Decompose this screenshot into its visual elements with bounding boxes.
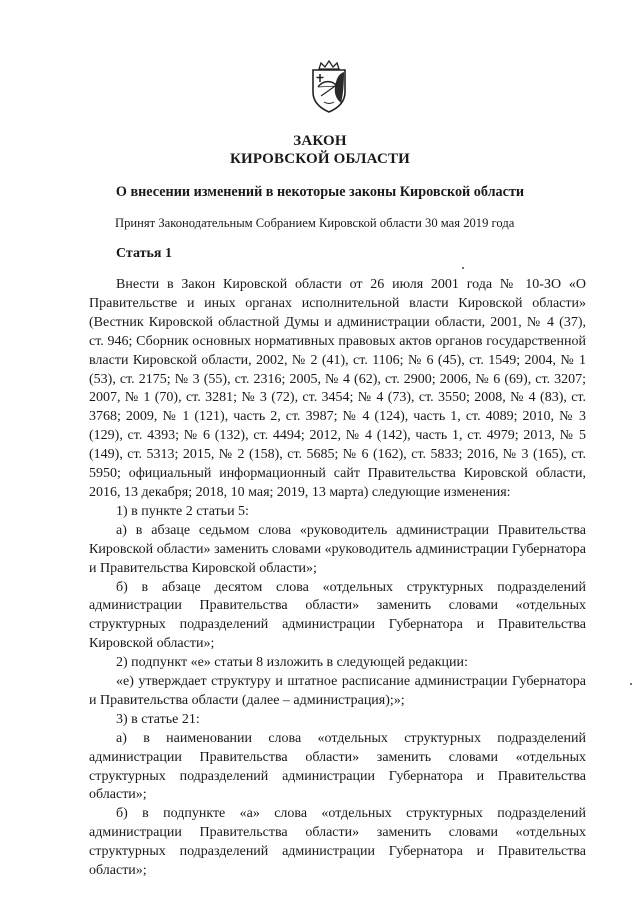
document-title-line2: КИРОВСКОЙ ОБЛАСТИ	[229, 151, 411, 167]
adoption-note: Принят Законодательным Собранием Кировской области 30 мая 2019 года	[115, 216, 515, 230]
document-subject: О внесении изменений в некоторые законы Кировской области	[115, 184, 525, 200]
paragraph-item-2: 2) подпункт «е» статьи 8 изложить в следующей редакции:	[116, 655, 468, 671]
scan-speck	[462, 267, 464, 269]
paragraph-item-3b: б) в подпункте «а» слова «отдельных структурных подразделений администрации Правительства области» заменить словами «отдельных структурных подразделений администрации Губернатора и Правительства области»;	[89, 806, 586, 879]
kirov-region-coat-of-arms-icon	[308, 60, 350, 114]
article-body	[89, 276, 586, 881]
article-heading: Статья 1	[116, 246, 172, 261]
paragraph-item-3a: а) в наименовании слова «отдельных структурных подразделений администрации Правительства области» заменить словами «отдельных структурных подразделений администрации Губернатора и Правительства области»;	[89, 730, 586, 803]
paragraph-item-1b: б) в абзаце десятом слова «отдельных структурных подразделений администрации Правительства области» заменить словами «отдельных структурных подразделений администрации Губернатора и Правительства Кировской области»;	[89, 579, 586, 652]
paragraph-main-amendment: Внести в Закон Кировской области от 26 июля 2001 года № 10-ЗО «О Правительстве и иных органах исполнительной власти Кировской области» (Вестник Кировской областной Думы и администрации области, 2001, № 4 (37), ст. 946; Сборник основных нормативных правовых актов органов государственной власти Кировской области, 2002, № 2 (41), ст. 1106; № 6 (45), ст. 1549; 2004, № 1 (53), ст. 2175; № 3 (55), ст. 2316; 2005, № 4 (62), ст. 2900; 2006, № 6 (69), ст. 3207; 2007, № 1 (70), ст. 3281; № 3 (72), ст. 3454; № 4 (73), ст. 3550; 2008, № 4 (83), ст. 3768; 2009, № 1 (121), часть 2, ст. 3987; № 4 (124), часть 1, ст. 4089; 2010, № 3 (129), ст. 4393; № 6 (132), ст. 4494; 2012, № 4 (142), часть 1, ст. 4979; 2013, № 5 (149), ст. 5313; 2015, № 2 (158), ст. 5685; № 6 (162), ст. 5833; 2016, № 3 (165), ст. 5950; официальный информационный сайт Правительства Кировской области, 2016, 13 декабря; 2018, 10 мая; 2019, 13 марта) следующие изменения:	[89, 277, 586, 500]
scan-speck	[630, 683, 632, 685]
paragraph-item-2-text: «е) утверждает структуру и штатное расписание администрации Губернатора и Правительства области (далее – администрация);»;	[89, 674, 586, 708]
document-title-line1: ЗАКОН	[293, 133, 347, 149]
paragraph-item-1: 1) в пункте 2 статьи 5:	[116, 503, 249, 519]
paragraph-item-1a: а) в абзаце седьмом слова «руководитель администрации Правительства Кировской области» заменить словами «руководитель администрации Губернатора и Правительства Кировской области»;	[89, 522, 586, 576]
paragraph-item-3: 3) в статье 21:	[116, 711, 200, 727]
